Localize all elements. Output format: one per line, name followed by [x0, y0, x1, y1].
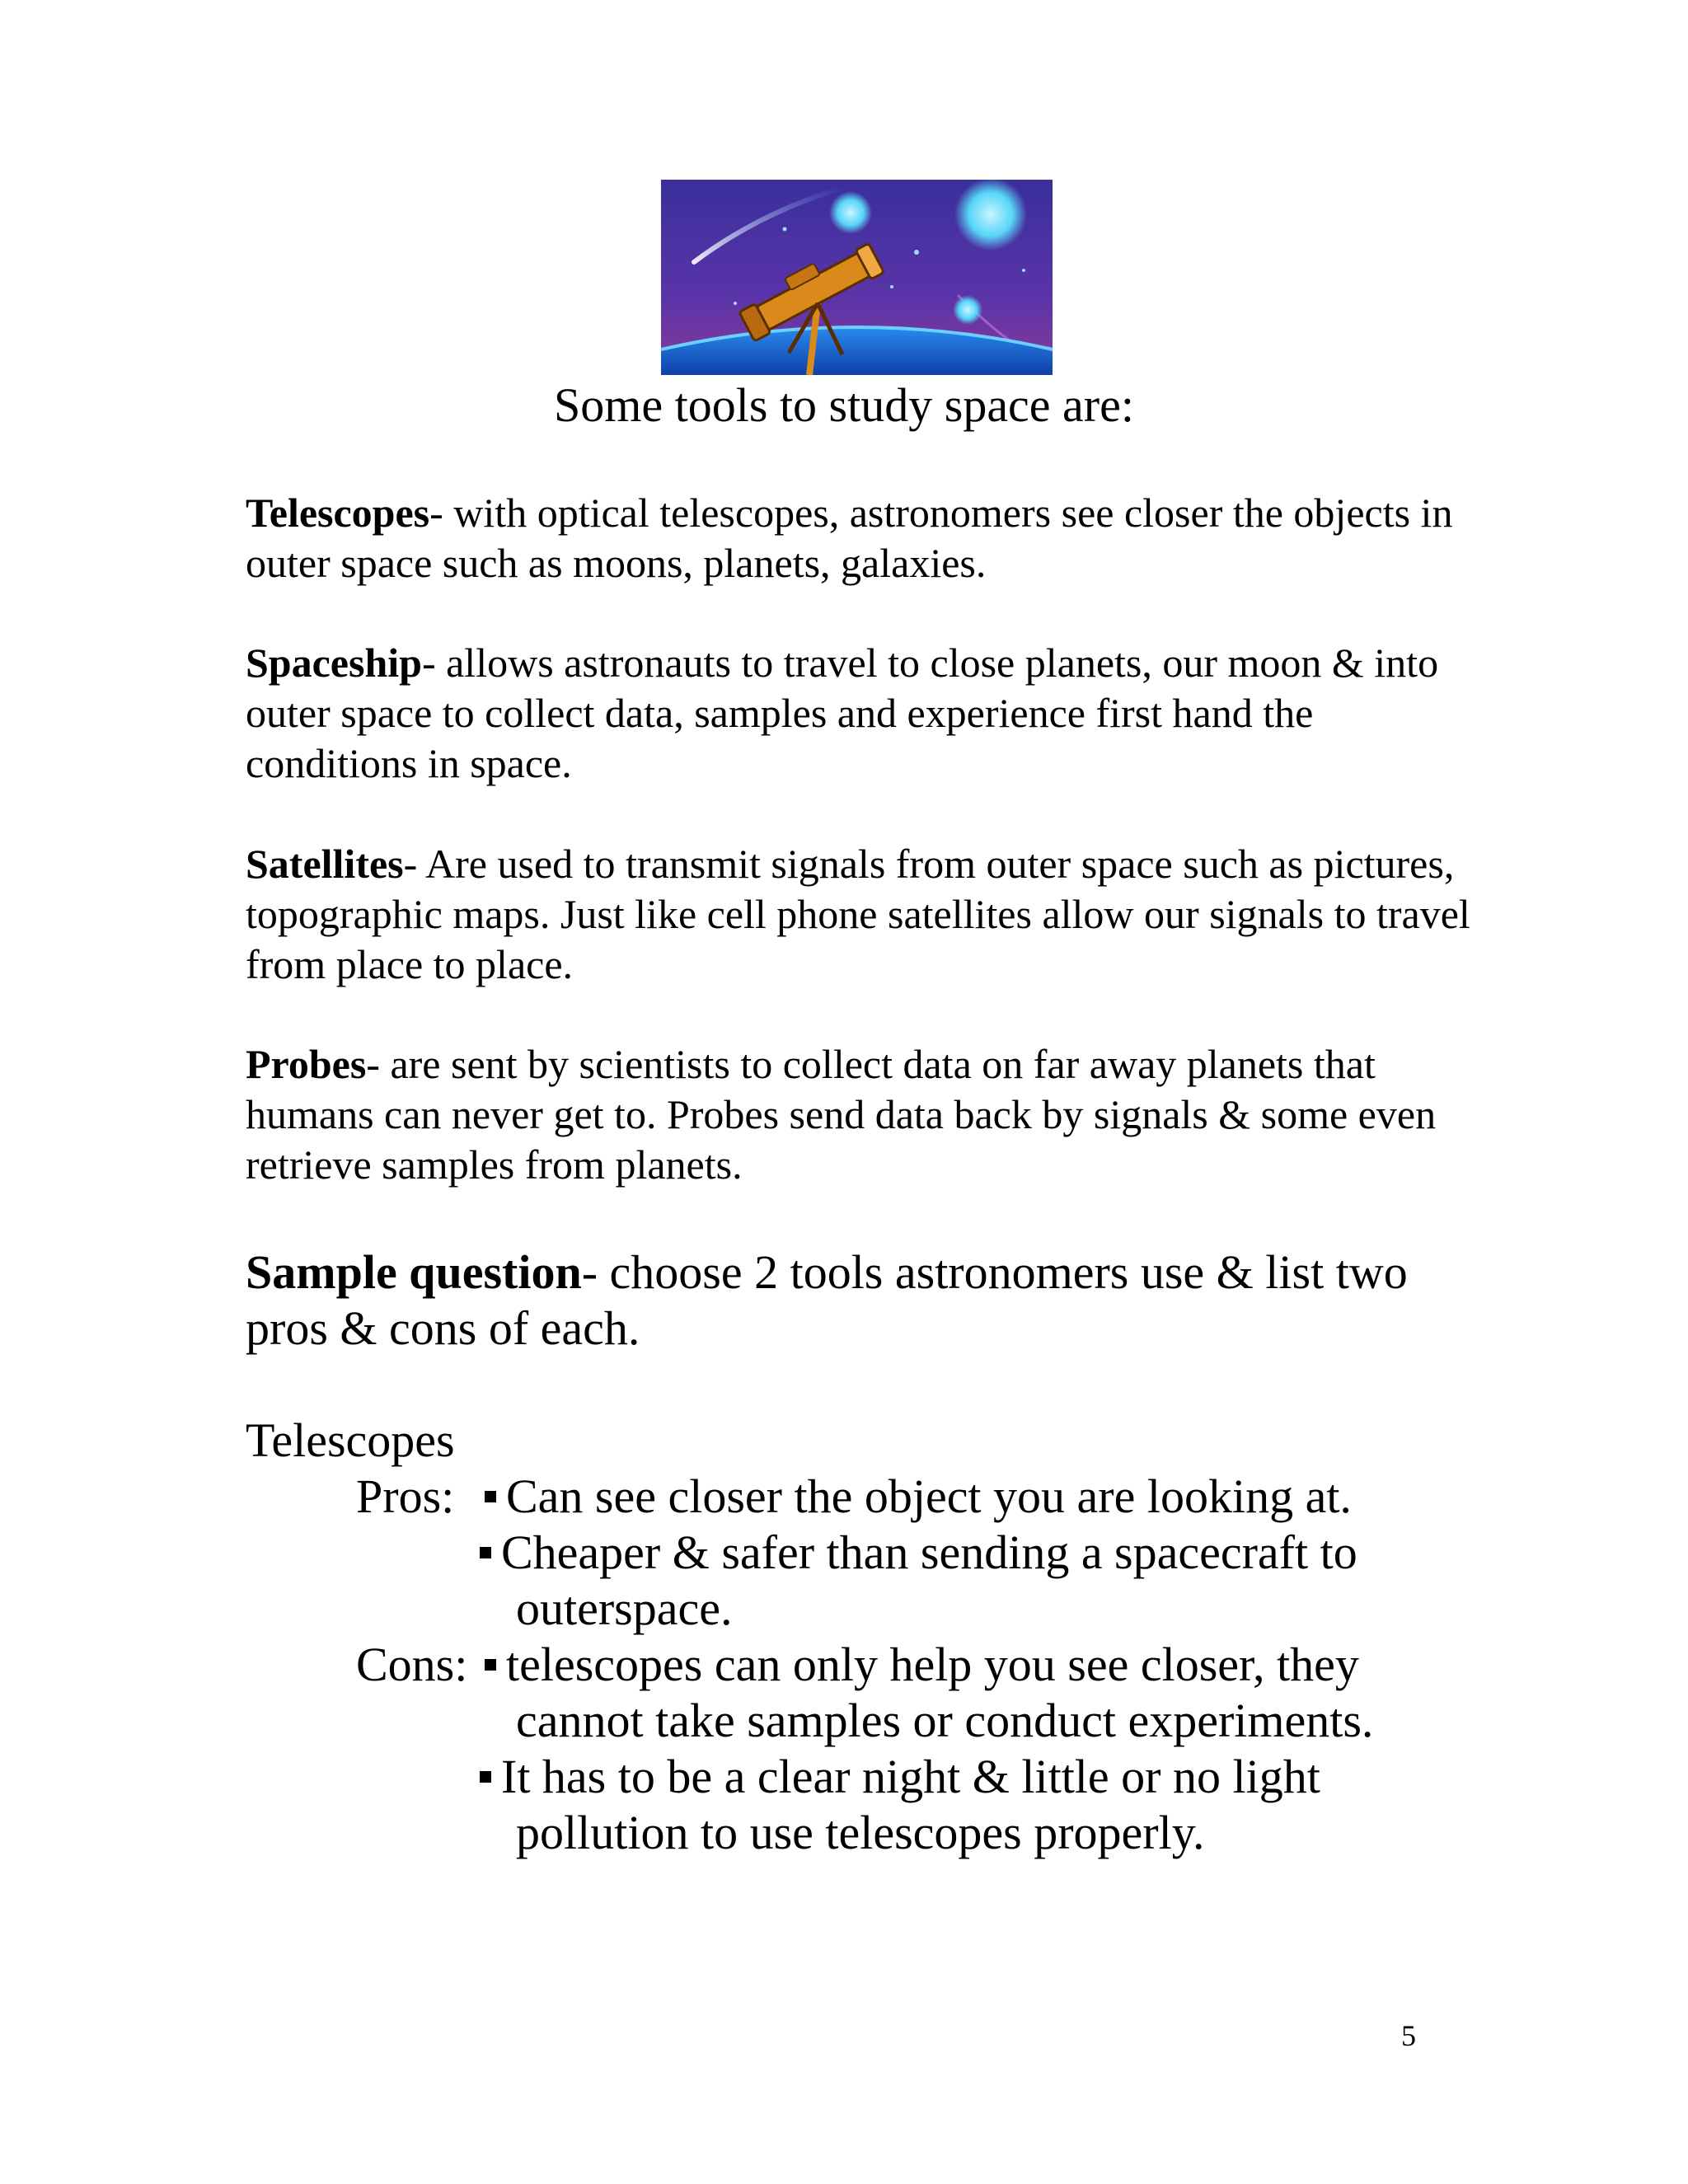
con-item: It has to be a clear night & little or no light	[480, 1749, 1320, 1805]
section-text: - allows astronauts to travel to close planets, our moon & into outer space to collect data, samples and experience first hand the conditions in space.	[246, 640, 1439, 786]
question-text: - choose 2 tools astronomers use & list two pros & cons of each.	[246, 1245, 1408, 1355]
cons-label: Cons:	[356, 1638, 468, 1691]
pro-item-continued: outerspace.	[516, 1582, 733, 1635]
section-spaceship	[246, 638, 1482, 789]
bullet-icon	[485, 1659, 496, 1671]
sample-question	[246, 1244, 1482, 1357]
section-term: Probes	[246, 1041, 367, 1087]
section-text: - with optical telescopes, astronomers see closer the objects in outer space such as moons, planets, galaxies.	[246, 490, 1453, 586]
con-item: telescopes can only help you see closer, they	[485, 1637, 1359, 1693]
question-term: Sample question	[246, 1245, 582, 1299]
section-term: Telescopes	[246, 490, 430, 536]
pro-item: Cheaper & safer than sending a spacecraft to	[480, 1525, 1357, 1581]
section-text: - are sent by scientists to collect data on far away planets that humans can never get to. Probes send data back by signals & some even retrieve samples from planets.	[246, 1041, 1437, 1188]
bullet-icon	[480, 1771, 491, 1783]
pro-item: Can see closer the object you are looking at.	[485, 1469, 1352, 1525]
section-telescopes	[246, 488, 1482, 588]
section-probes	[246, 1039, 1482, 1190]
con-item-continued: cannot take samples or conduct experiments.	[516, 1694, 1374, 1747]
bullet-icon	[480, 1547, 491, 1558]
bullet-icon	[485, 1491, 496, 1502]
section-satellites	[246, 839, 1482, 990]
page-number: 5	[1401, 2019, 1416, 2052]
con-item-continued: pollution to use telescopes properly.	[516, 1806, 1205, 1859]
page-heading: Some tools to study space are:	[554, 378, 1134, 432]
telescope-night-sky-icon	[661, 180, 1053, 375]
section-term: Spaceship	[246, 640, 422, 686]
section-text: - Are used to transmit signals from outer space such as pictures, topographic maps. Just like cell phone satellites allow our signals to travel from place to place.	[246, 841, 1470, 987]
answer-tool: Telescopes	[246, 1413, 455, 1467]
section-term: Satellites	[246, 841, 404, 887]
pros-label: Pros:	[356, 1469, 455, 1523]
